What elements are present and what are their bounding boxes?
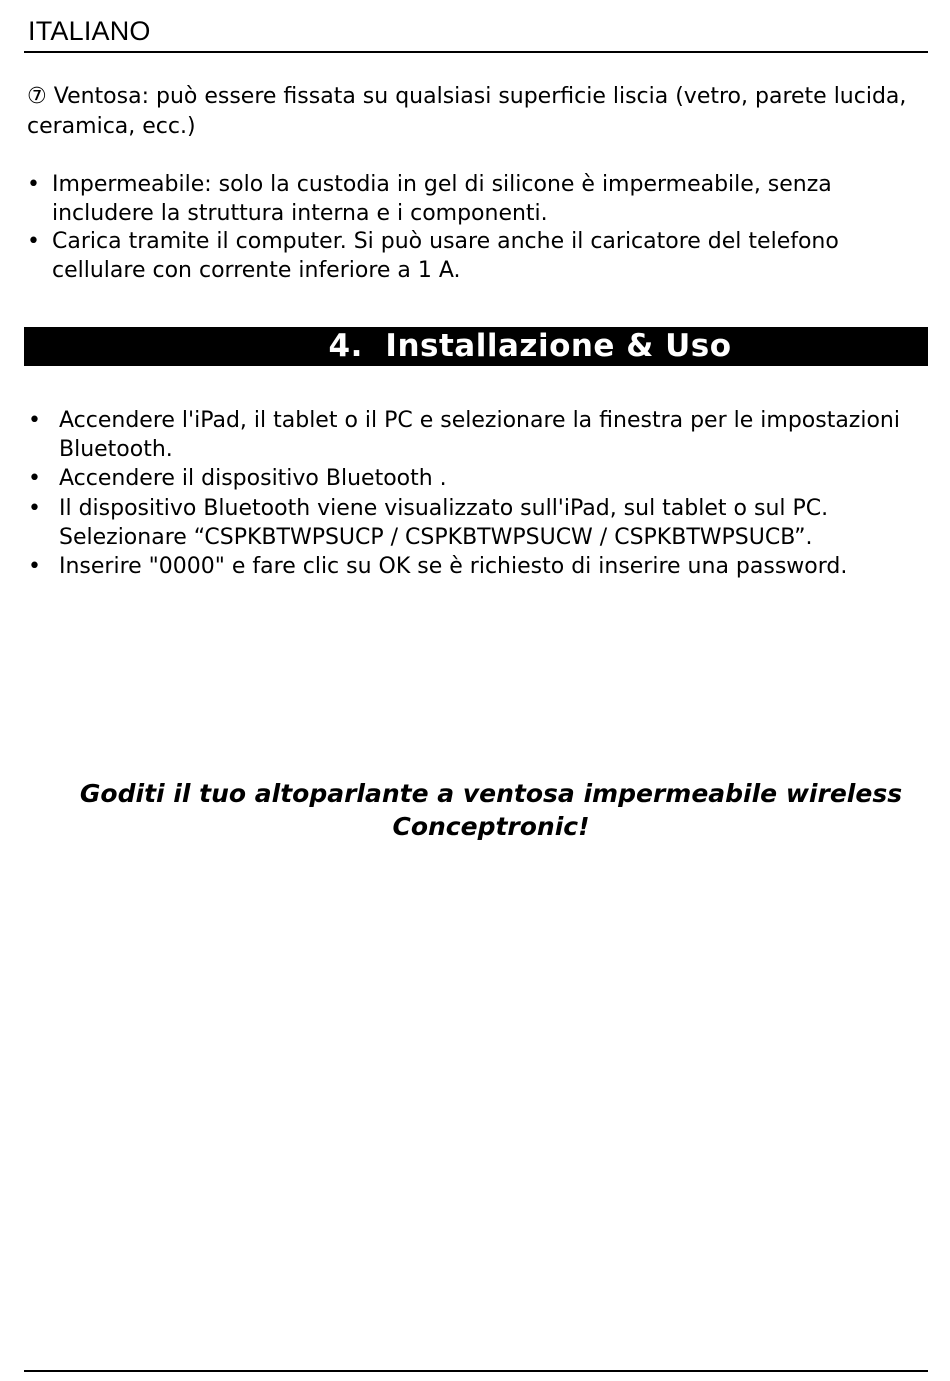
bullet-icon: • <box>27 172 40 197</box>
bullet-icon: • <box>28 554 41 580</box>
list-item <box>28 494 918 552</box>
list-item-text: Accendere l'iPad, il tablet o il PC e selezionare la finestra per le impostazioni Bluetooth. <box>59 408 900 463</box>
closing-message <box>60 777 922 843</box>
section-heading-bar <box>24 327 928 366</box>
bullet-icon: • <box>27 229 40 254</box>
section-title: 4. Installazione & Uso <box>328 328 732 364</box>
bullet-icon: • <box>28 495 41 521</box>
page-header-language: ITALIANO <box>28 16 151 46</box>
list-item <box>28 464 918 493</box>
footer-divider <box>24 1370 928 1372</box>
list-item-text: Il dispositivo Bluetooth viene visualizzato sull'iPad, sul tablet o sul PC. Selezionare “CSPKBTWPSUCP / CSPKBTWPSUCW / CSPKBTWPSUCB”. <box>59 495 829 550</box>
closing-line-2: Conceptronic! <box>392 812 590 841</box>
feature-list <box>27 171 907 285</box>
circled-number-seven: ⑦ <box>27 84 47 109</box>
list-item-text: Impermeabile: solo la custodia in gel di silicone è impermeabile, senza includere la struttura interna e i componenti. <box>52 172 832 226</box>
intro-text: Ventosa: può essere fissata su qualsiasi superficie liscia (vetro, parete lucida, ceramica, ecc.) <box>27 84 907 139</box>
bullet-icon: • <box>28 408 41 433</box>
list-item <box>28 552 918 581</box>
list-item <box>27 171 907 228</box>
list-item-text: Inserire "0000" e fare clic su OK se è richiesto di inserire una password. <box>59 554 848 580</box>
bullet-icon: • <box>28 466 41 492</box>
list-item-text: Carica tramite il computer. Si può usare anche il caricatore del telefono cellulare con corrente inferiore a 1 A. <box>52 229 839 283</box>
intro-paragraph <box>27 82 917 142</box>
list-item-text: Accendere il dispositivo Bluetooth . <box>59 466 447 492</box>
header-divider <box>24 51 928 53</box>
list-item <box>28 406 918 464</box>
installation-steps-list <box>28 406 918 581</box>
list-item <box>27 228 907 285</box>
closing-line-1: Goditi il tuo altoparlante a ventosa impermeabile wireless <box>79 779 903 808</box>
